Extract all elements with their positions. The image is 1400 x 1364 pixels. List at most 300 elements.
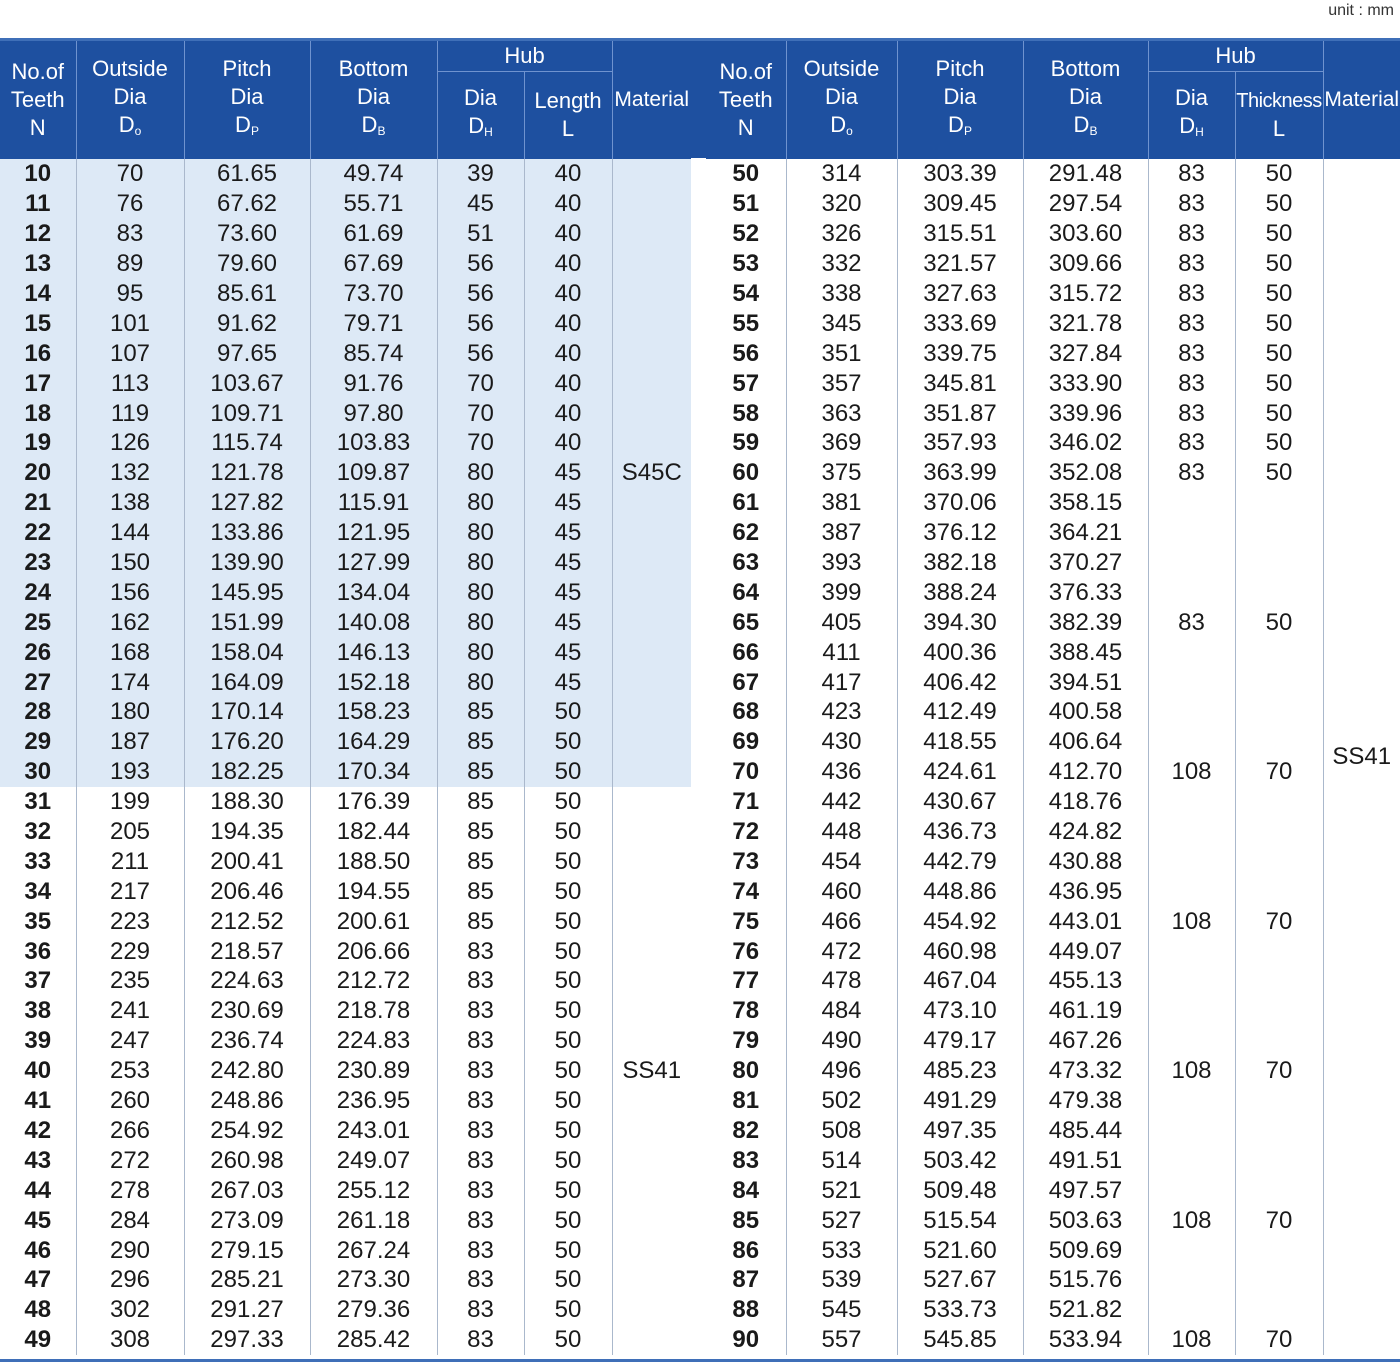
table-row bbox=[0, 1265, 691, 1295]
pitch-dia-cell: 267.03 bbox=[184, 1175, 310, 1205]
header-outside-dia: Outside Dia $D_o$ bbox=[786, 41, 897, 159]
hub-length-cell bbox=[1235, 876, 1323, 906]
teeth-cell: 75 bbox=[732, 907, 760, 935]
header-hub: Hub bbox=[437, 41, 612, 72]
teeth-cell: 83 bbox=[732, 1146, 760, 1174]
teeth-cell: 69 bbox=[732, 728, 760, 756]
pitch-dia-cell: 448.86 bbox=[897, 876, 1023, 906]
hub-dia-cell: 83 bbox=[437, 1295, 524, 1325]
hub-length-cell: 50 bbox=[1235, 159, 1323, 189]
teeth-cell: 81 bbox=[732, 1087, 760, 1115]
hub-length-cell bbox=[1235, 1086, 1323, 1116]
hub-dia-cell: 83 bbox=[1148, 338, 1235, 368]
outside-dia-cell: 180 bbox=[76, 697, 184, 727]
pitch-dia-cell: 442.79 bbox=[897, 846, 1023, 876]
bottom-dia-cell: 424.82 bbox=[1023, 817, 1148, 847]
table-row bbox=[0, 1145, 691, 1175]
hub-dia-cell: 80 bbox=[437, 607, 524, 637]
pitch-dia-cell: 382.18 bbox=[897, 548, 1023, 578]
teeth-cell: 19 bbox=[0, 428, 76, 458]
teeth-cell: 67 bbox=[732, 668, 760, 696]
pitch-dia-cell: 115.74 bbox=[184, 428, 310, 458]
table-row bbox=[706, 876, 1400, 906]
hub-length-cell bbox=[1235, 697, 1323, 727]
spec-tables bbox=[0, 41, 1400, 1361]
table-row bbox=[706, 757, 1400, 787]
bottom-dia-cell: 109.87 bbox=[310, 458, 437, 488]
table-row bbox=[706, 548, 1400, 578]
table-row bbox=[706, 338, 1400, 368]
table-row bbox=[0, 189, 691, 219]
pitch-dia-cell: 545.85 bbox=[897, 1325, 1023, 1355]
header-hub-thickness: Thickness L bbox=[1235, 72, 1323, 159]
hub-length-cell: 50 bbox=[1235, 308, 1323, 338]
bottom-dia-cell: 249.07 bbox=[310, 1145, 437, 1175]
hub-length-cell bbox=[1235, 1295, 1323, 1325]
hub-length-cell: 50 bbox=[1235, 279, 1323, 309]
teeth-cell: 17 bbox=[0, 368, 76, 398]
teeth-cell: 39 bbox=[24, 1027, 52, 1055]
teeth-cell: 53 bbox=[732, 250, 760, 278]
pitch-dia-cell: 248.86 bbox=[184, 1086, 310, 1116]
pitch-dia-cell: 485.23 bbox=[897, 1056, 1023, 1086]
pitch-dia-cell: 333.69 bbox=[897, 308, 1023, 338]
hub-dia-cell bbox=[1148, 1026, 1235, 1056]
table-row bbox=[706, 189, 1400, 219]
teeth-cell: 77 bbox=[732, 967, 760, 995]
bottom-dia-cell: 406.64 bbox=[1023, 727, 1148, 757]
outside-dia-cell: 223 bbox=[76, 906, 184, 936]
hub-length-cell bbox=[1235, 577, 1323, 607]
pitch-dia-cell: 273.09 bbox=[184, 1205, 310, 1235]
teeth-cell: 11 bbox=[0, 189, 76, 219]
table-row bbox=[0, 159, 691, 189]
teeth-cell: 40 bbox=[24, 1057, 52, 1085]
hub-dia-cell: 80 bbox=[437, 637, 524, 667]
header-hub-dia: Dia $D_H$ bbox=[1148, 72, 1235, 159]
table-row bbox=[706, 577, 1400, 607]
hub-length-cell: 50 bbox=[1235, 458, 1323, 488]
hub-length-cell: 50 bbox=[1235, 428, 1323, 458]
table-row bbox=[706, 1235, 1400, 1265]
pitch-dia-cell: 121.78 bbox=[184, 458, 310, 488]
hub-length-cell: 50 bbox=[524, 966, 612, 996]
outside-dia-cell: 272 bbox=[76, 1145, 184, 1175]
hub-length-cell: 45 bbox=[524, 548, 612, 578]
table-row bbox=[0, 548, 691, 578]
table-row bbox=[706, 249, 1400, 279]
pitch-dia-cell: 418.55 bbox=[897, 727, 1023, 757]
bottom-dia-cell: 103.83 bbox=[310, 428, 437, 458]
bottom-dia-cell: 188.50 bbox=[310, 846, 437, 876]
pitch-dia-cell: 479.17 bbox=[897, 1026, 1023, 1056]
bottom-dia-cell: 61.69 bbox=[310, 219, 437, 249]
hub-length-cell: 70 bbox=[1235, 757, 1323, 787]
hub-dia-cell bbox=[1148, 697, 1235, 727]
bottom-dia-cell: 339.96 bbox=[1023, 398, 1148, 428]
teeth-cell: 51 bbox=[732, 190, 760, 218]
table-row bbox=[0, 398, 691, 428]
hub-length-cell bbox=[1235, 548, 1323, 578]
sprocket-table-right bbox=[706, 41, 1400, 1355]
hub-length-cell: 50 bbox=[524, 1205, 612, 1235]
outside-dia-cell: 357 bbox=[786, 368, 897, 398]
hub-dia-cell: 85 bbox=[437, 727, 524, 757]
bottom-dia-cell: 200.61 bbox=[310, 906, 437, 936]
hub-dia-cell: 83 bbox=[1148, 398, 1235, 428]
outside-dia-cell: 345 bbox=[786, 308, 897, 338]
hub-dia-cell: 108 bbox=[1148, 757, 1235, 787]
pitch-dia-cell: 503.42 bbox=[897, 1145, 1023, 1175]
bottom-dia-cell: 364.21 bbox=[1023, 518, 1148, 548]
outside-dia-cell: 260 bbox=[76, 1086, 184, 1116]
pitch-dia-cell: 133.86 bbox=[184, 518, 310, 548]
pitch-dia-cell: 388.24 bbox=[897, 577, 1023, 607]
table-row bbox=[0, 1235, 691, 1265]
hub-length-cell: 50 bbox=[524, 936, 612, 966]
teeth-cell: 20 bbox=[0, 458, 76, 488]
bottom-dia-cell: 91.76 bbox=[310, 368, 437, 398]
outside-dia-cell: 199 bbox=[76, 787, 184, 817]
outside-dia-cell: 557 bbox=[786, 1325, 897, 1355]
bottom-dia-cell: 521.82 bbox=[1023, 1295, 1148, 1325]
hub-dia-cell: 83 bbox=[437, 1205, 524, 1235]
pitch-dia-cell: 254.92 bbox=[184, 1116, 310, 1146]
bottom-dia-cell: 358.15 bbox=[1023, 488, 1148, 518]
bottom-dia-cell: 230.89 bbox=[310, 1056, 437, 1086]
teeth-cell: 61 bbox=[732, 489, 760, 517]
pitch-dia-cell: 85.61 bbox=[184, 279, 310, 309]
hub-length-cell: 45 bbox=[524, 488, 612, 518]
teeth-cell: 35 bbox=[24, 907, 52, 935]
bottom-dia-cell: 176.39 bbox=[310, 787, 437, 817]
table-row bbox=[0, 936, 691, 966]
table-row bbox=[706, 159, 1400, 189]
bottom-dia-cell: 267.24 bbox=[310, 1235, 437, 1265]
outside-dia-cell: 113 bbox=[76, 368, 184, 398]
hub-dia-cell: 83 bbox=[1148, 279, 1235, 309]
bottom-dia-cell: 515.76 bbox=[1023, 1265, 1148, 1295]
pitch-dia-cell: 97.65 bbox=[184, 338, 310, 368]
table-row bbox=[0, 428, 691, 458]
table-row bbox=[0, 518, 691, 548]
bottom-dia-cell: 285.42 bbox=[310, 1325, 437, 1355]
hub-length-cell: 40 bbox=[524, 428, 612, 458]
teeth-cell: 27 bbox=[0, 667, 76, 697]
teeth-cell: 90 bbox=[732, 1326, 760, 1354]
hub-dia-cell: 83 bbox=[437, 966, 524, 996]
pitch-dia-cell: 460.98 bbox=[897, 936, 1023, 966]
hub-dia-cell: 83 bbox=[1148, 189, 1235, 219]
outside-dia-cell: 101 bbox=[76, 308, 184, 338]
outside-dia-cell: 119 bbox=[76, 398, 184, 428]
teeth-cell: 43 bbox=[24, 1146, 52, 1174]
hub-length-cell: 50 bbox=[1235, 368, 1323, 398]
table-row bbox=[706, 488, 1400, 518]
table-row bbox=[0, 906, 691, 936]
pitch-dia-cell: 454.92 bbox=[897, 906, 1023, 936]
table-row bbox=[0, 279, 691, 309]
pitch-dia-cell: 79.60 bbox=[184, 249, 310, 279]
teeth-cell: 41 bbox=[24, 1087, 52, 1115]
hub-length-cell: 70 bbox=[1235, 1205, 1323, 1235]
bottom-dia-cell: 182.44 bbox=[310, 817, 437, 847]
bottom-dia-cell: 376.33 bbox=[1023, 577, 1148, 607]
bottom-dia-cell: 303.60 bbox=[1023, 219, 1148, 249]
hub-dia-cell bbox=[1148, 1116, 1235, 1146]
outside-dia-cell: 320 bbox=[786, 189, 897, 219]
hub-dia-cell: 85 bbox=[437, 697, 524, 727]
table-left-body bbox=[0, 159, 691, 1355]
hub-dia-cell bbox=[1148, 1145, 1235, 1175]
pitch-dia-cell: 424.61 bbox=[897, 757, 1023, 787]
table-row bbox=[706, 1086, 1400, 1116]
hub-dia-cell bbox=[1148, 548, 1235, 578]
hub-length-cell: 50 bbox=[524, 1325, 612, 1355]
teeth-cell: 54 bbox=[732, 280, 760, 307]
outside-dia-cell: 89 bbox=[76, 249, 184, 279]
hub-length-cell: 45 bbox=[524, 518, 612, 548]
bottom-dia-cell: 327.84 bbox=[1023, 338, 1148, 368]
table-row bbox=[0, 697, 691, 727]
hub-length-cell: 50 bbox=[524, 876, 612, 906]
hub-length-cell: 70 bbox=[1235, 1056, 1323, 1086]
pitch-dia-cell: 103.67 bbox=[184, 368, 310, 398]
pitch-dia-cell: 315.51 bbox=[897, 219, 1023, 249]
hub-length-cell: 40 bbox=[524, 189, 612, 219]
header-gap bbox=[691, 41, 706, 158]
bottom-dia-cell: 394.51 bbox=[1023, 667, 1148, 697]
hub-length-cell: 50 bbox=[1235, 338, 1323, 368]
outside-dia-cell: 296 bbox=[76, 1265, 184, 1295]
hub-length-cell: 50 bbox=[524, 757, 612, 787]
table-row bbox=[0, 757, 691, 787]
table-row bbox=[706, 368, 1400, 398]
bottom-dia-cell: 261.18 bbox=[310, 1205, 437, 1235]
pitch-dia-cell: 370.06 bbox=[897, 488, 1023, 518]
pitch-dia-cell: 285.21 bbox=[184, 1265, 310, 1295]
bottom-dia-cell: 418.76 bbox=[1023, 787, 1148, 817]
hub-dia-cell: 83 bbox=[437, 996, 524, 1026]
hub-length-cell: 50 bbox=[524, 1235, 612, 1265]
pitch-dia-cell: 218.57 bbox=[184, 936, 310, 966]
teeth-cell: 72 bbox=[732, 818, 760, 846]
outside-dia-cell: 411 bbox=[786, 637, 897, 667]
hub-length-cell: 50 bbox=[1235, 249, 1323, 279]
outside-dia-cell: 107 bbox=[76, 338, 184, 368]
hub-dia-cell: 80 bbox=[437, 548, 524, 578]
hub-dia-cell: 56 bbox=[437, 338, 524, 368]
table-row bbox=[0, 1205, 691, 1235]
table-row bbox=[706, 1265, 1400, 1295]
outside-dia-cell: 514 bbox=[786, 1145, 897, 1175]
hub-length-cell: 40 bbox=[524, 398, 612, 428]
pitch-dia-cell: 357.93 bbox=[897, 428, 1023, 458]
teeth-cell: 64 bbox=[732, 578, 760, 606]
table-row bbox=[706, 996, 1400, 1026]
outside-dia-cell: 369 bbox=[786, 428, 897, 458]
pitch-dia-cell: 394.30 bbox=[897, 607, 1023, 637]
hub-dia-cell: 83 bbox=[437, 1056, 524, 1086]
hub-length-cell bbox=[1235, 996, 1323, 1026]
hub-length-cell bbox=[1235, 1026, 1323, 1056]
teeth-cell: 44 bbox=[24, 1176, 52, 1204]
header-bottom-dia: Bottom Dia $D_B$ bbox=[1023, 41, 1148, 159]
outside-dia-cell: 132 bbox=[76, 458, 184, 488]
hub-dia-cell bbox=[1148, 1295, 1235, 1325]
hub-length-cell bbox=[1235, 727, 1323, 757]
hub-dia-cell: 56 bbox=[437, 279, 524, 309]
hub-length-cell bbox=[1235, 817, 1323, 847]
pitch-dia-cell: 473.10 bbox=[897, 996, 1023, 1026]
bottom-dia-cell: 121.95 bbox=[310, 518, 437, 548]
bottom-dia-cell: 346.02 bbox=[1023, 428, 1148, 458]
bottom-dia-cell: 479.38 bbox=[1023, 1086, 1148, 1116]
hub-dia-cell bbox=[1148, 518, 1235, 548]
teeth-cell: 73 bbox=[732, 847, 760, 875]
teeth-cell: 46 bbox=[24, 1236, 52, 1264]
hub-dia-cell bbox=[1148, 488, 1235, 518]
pitch-dia-cell: 230.69 bbox=[184, 996, 310, 1026]
teeth-cell: 78 bbox=[732, 997, 760, 1025]
bottom-dia-cell: 140.08 bbox=[310, 607, 437, 637]
table-row bbox=[0, 1086, 691, 1116]
teeth-cell: 86 bbox=[732, 1236, 760, 1264]
bottom-dia-cell: 412.70 bbox=[1023, 757, 1148, 787]
outside-dia-cell: 539 bbox=[786, 1265, 897, 1295]
hub-length-cell: 40 bbox=[524, 249, 612, 279]
outside-dia-cell: 478 bbox=[786, 966, 897, 996]
teeth-cell: 24 bbox=[0, 577, 76, 607]
table-row bbox=[706, 458, 1400, 488]
pitch-dia-cell: 491.29 bbox=[897, 1086, 1023, 1116]
outside-dia-cell: 363 bbox=[786, 398, 897, 428]
pitch-dia-cell: 527.67 bbox=[897, 1265, 1023, 1295]
hub-dia-cell bbox=[1148, 1175, 1235, 1205]
hub-dia-cell: 83 bbox=[1148, 159, 1235, 189]
hub-length-cell: 50 bbox=[524, 727, 612, 757]
hub-length-cell: 70 bbox=[1235, 1325, 1323, 1355]
bottom-rule bbox=[0, 1359, 1400, 1362]
pitch-dia-cell: 158.04 bbox=[184, 637, 310, 667]
hub-length-cell bbox=[1235, 1265, 1323, 1295]
bottom-dia-cell: 291.48 bbox=[1023, 159, 1148, 189]
teeth-cell: 42 bbox=[24, 1116, 52, 1144]
bottom-dia-cell: 115.91 bbox=[310, 488, 437, 518]
bottom-dia-cell: 206.66 bbox=[310, 936, 437, 966]
outside-dia-cell: 423 bbox=[786, 697, 897, 727]
bottom-dia-cell: 400.58 bbox=[1023, 697, 1148, 727]
pitch-dia-cell: 291.27 bbox=[184, 1295, 310, 1325]
bottom-dia-cell: 333.90 bbox=[1023, 368, 1148, 398]
table-row bbox=[0, 219, 691, 249]
table-row bbox=[0, 846, 691, 876]
bottom-dia-cell: 315.72 bbox=[1023, 279, 1148, 309]
outside-dia-cell: 436 bbox=[786, 757, 897, 787]
outside-dia-cell: 168 bbox=[76, 637, 184, 667]
hub-length-cell bbox=[1235, 846, 1323, 876]
bottom-dia-cell: 152.18 bbox=[310, 667, 437, 697]
teeth-cell: 45 bbox=[24, 1206, 52, 1234]
teeth-cell: 26 bbox=[0, 637, 76, 667]
hub-dia-cell: 83 bbox=[1148, 428, 1235, 458]
outside-dia-cell: 405 bbox=[786, 607, 897, 637]
bottom-dia-cell: 73.70 bbox=[310, 279, 437, 309]
outside-dia-cell: 338 bbox=[786, 279, 897, 309]
pitch-dia-cell: 521.60 bbox=[897, 1235, 1023, 1265]
hub-length-cell: 45 bbox=[524, 637, 612, 667]
teeth-cell: 25 bbox=[0, 607, 76, 637]
outside-dia-cell: 217 bbox=[76, 876, 184, 906]
pitch-dia-cell: 339.75 bbox=[897, 338, 1023, 368]
teeth-cell: 70 bbox=[732, 758, 760, 786]
pitch-dia-cell: 467.04 bbox=[897, 966, 1023, 996]
outside-dia-cell: 302 bbox=[76, 1295, 184, 1325]
outside-dia-cell: 393 bbox=[786, 548, 897, 578]
hub-dia-cell: 83 bbox=[1148, 308, 1235, 338]
hub-dia-cell: 80 bbox=[437, 577, 524, 607]
header-teeth: No.of Teeth N bbox=[0, 41, 76, 159]
teeth-cell: 38 bbox=[24, 997, 52, 1025]
table-row bbox=[706, 607, 1400, 637]
pitch-dia-cell: 194.35 bbox=[184, 817, 310, 847]
table-row bbox=[706, 817, 1400, 847]
bottom-dia-cell: 134.04 bbox=[310, 577, 437, 607]
hub-dia-cell: 70 bbox=[437, 368, 524, 398]
teeth-cell: 56 bbox=[732, 339, 760, 367]
outside-dia-cell: 187 bbox=[76, 727, 184, 757]
table-row bbox=[0, 458, 691, 488]
hub-length-cell: 50 bbox=[524, 846, 612, 876]
teeth-cell: 49 bbox=[24, 1326, 52, 1354]
bottom-dia-cell: 449.07 bbox=[1023, 936, 1148, 966]
pitch-dia-cell: 224.63 bbox=[184, 966, 310, 996]
hub-dia-cell: 108 bbox=[1148, 906, 1235, 936]
pitch-dia-cell: 345.81 bbox=[897, 368, 1023, 398]
hub-length-cell: 40 bbox=[524, 338, 612, 368]
pitch-dia-cell: 109.71 bbox=[184, 398, 310, 428]
teeth-cell: 63 bbox=[732, 549, 760, 577]
bottom-dia-cell: 97.80 bbox=[310, 398, 437, 428]
table-row bbox=[0, 1325, 691, 1355]
outside-dia-cell: 241 bbox=[76, 996, 184, 1026]
outside-dia-cell: 417 bbox=[786, 667, 897, 697]
hub-dia-cell bbox=[1148, 846, 1235, 876]
bottom-dia-cell: 443.01 bbox=[1023, 906, 1148, 936]
teeth-cell: 80 bbox=[732, 1057, 760, 1085]
teeth-cell: 59 bbox=[732, 429, 760, 457]
pitch-dia-cell: 321.57 bbox=[897, 249, 1023, 279]
pitch-dia-cell: 200.41 bbox=[184, 846, 310, 876]
hub-length-cell: 50 bbox=[524, 1265, 612, 1295]
pitch-dia-cell: 236.74 bbox=[184, 1026, 310, 1056]
pitch-dia-cell: 406.42 bbox=[897, 667, 1023, 697]
outside-dia-cell: 466 bbox=[786, 906, 897, 936]
outside-dia-cell: 472 bbox=[786, 936, 897, 966]
hub-length-cell: 40 bbox=[524, 219, 612, 249]
outside-dia-cell: 502 bbox=[786, 1086, 897, 1116]
table-row bbox=[706, 1325, 1400, 1355]
hub-length-cell: 50 bbox=[1235, 607, 1323, 637]
outside-dia-cell: 430 bbox=[786, 727, 897, 757]
table-row bbox=[706, 279, 1400, 309]
hub-dia-cell: 83 bbox=[437, 1325, 524, 1355]
table-row bbox=[706, 787, 1400, 817]
hub-length-cell bbox=[1235, 936, 1323, 966]
pitch-dia-cell: 73.60 bbox=[184, 219, 310, 249]
bottom-dia-cell: 467.26 bbox=[1023, 1026, 1148, 1056]
hub-dia-cell bbox=[1148, 817, 1235, 847]
